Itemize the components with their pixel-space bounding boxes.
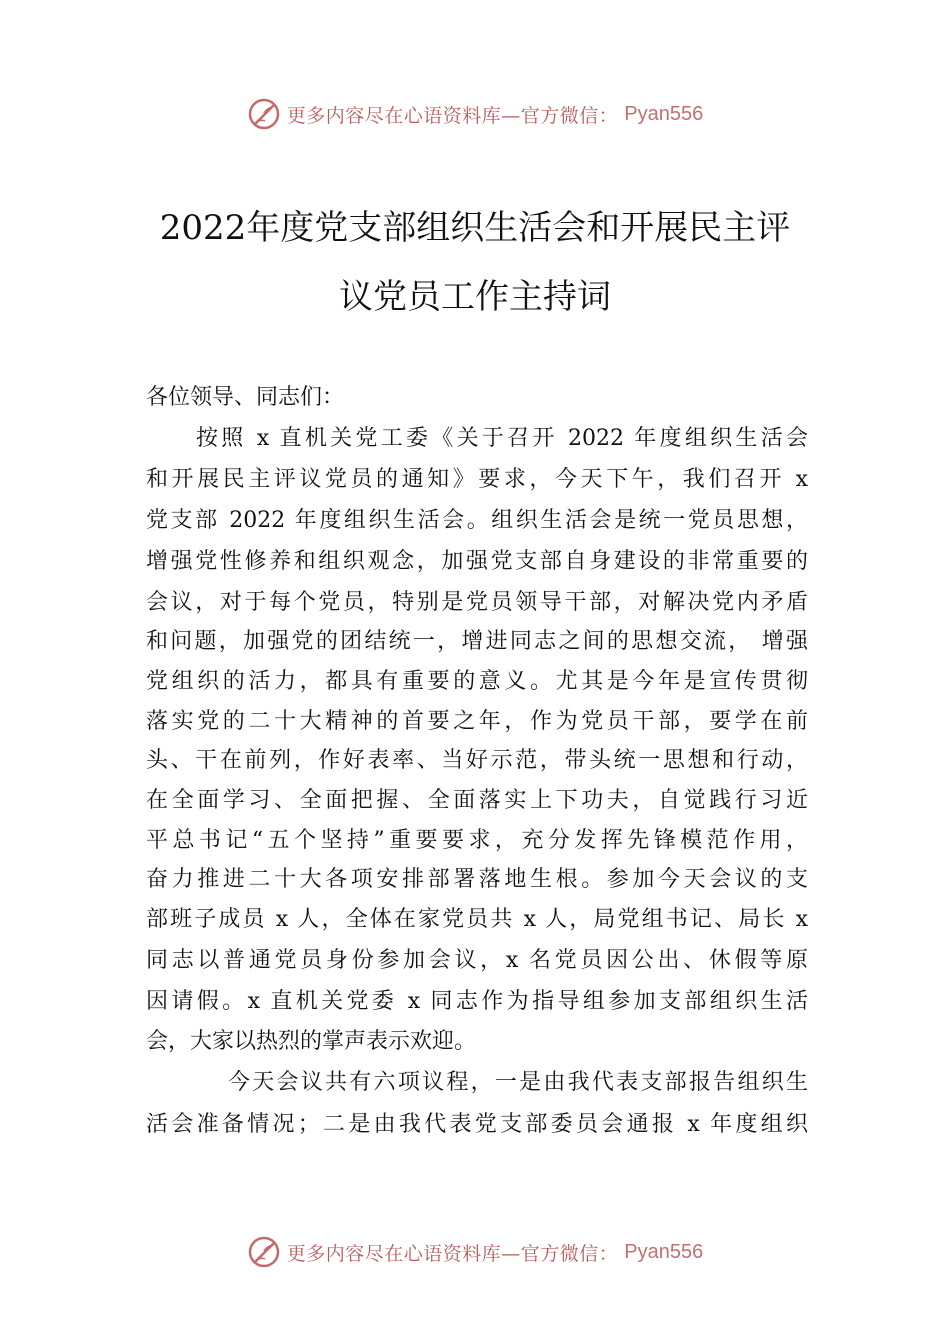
- body-line: 会，大家以热烈的掌声表示欢迎。: [146, 1029, 477, 1054]
- body-line: 同志以普通党员身份参加会议，x 名党员因公出、休假等原: [146, 948, 808, 973]
- body-line: 按照 x 直机关党工委《关于召开 2022 年度组织生活会: [196, 426, 808, 451]
- body-line: 和问题，加强党的团结统一，增进同志之间的思想交流， 增强: [146, 629, 808, 654]
- body-line: 头、干在前列，作好表率、当好示范，带头统一思想和行动，: [146, 748, 808, 773]
- body-line: 今天会议共有六项议程，一是由我代表支部报告组织生: [228, 1070, 808, 1095]
- quill-logo-icon: [247, 1235, 281, 1269]
- body-line: 在全面学习、全面把握、全面落实上下功夫，自觉践行习近: [146, 788, 808, 813]
- body-line: 党组织的活力，都具有重要的意义。尤其是今年是宣传贯彻: [146, 669, 808, 694]
- body-line: 奋力推进二十大各项安排部署落地生根。参加今天会议的支: [146, 867, 808, 892]
- watermark-header: [0, 94, 950, 134]
- body-line: 活会准备情况；二是由我代表党支部委员会通报 x 年度组织: [146, 1112, 808, 1137]
- body-line: 增强党性修养和组织观念，加强党支部自身建设的非常重要的: [146, 549, 808, 574]
- body-line: 因请假。x 直机关党委 x 同志作为指导组参加支部组织生活: [146, 989, 808, 1014]
- document-title-line-2: 议党员工作主持词: [339, 277, 611, 317]
- watermark-text: 更多内容尽在心语资料库—官方微信：: [286, 104, 619, 127]
- salutation: 各位领导、同志们：: [146, 385, 345, 410]
- watermark-account: Pyan556: [624, 102, 704, 125]
- body-line: 和开展民主评议党员的通知》要求，今天下午，我们召开 x: [146, 467, 808, 492]
- body-line: 会议，对于每个党员，特别是党员领导干部，对解决党内矛盾: [146, 590, 808, 615]
- watermark-footer: [0, 1232, 950, 1272]
- body-line: 部班子成员 x 人，全体在家党员共 x 人，局党组书记、局长 x: [146, 907, 808, 932]
- body-line: 党支部 2022 年度组织生活会。组织生活会是统一党员思想，: [146, 508, 808, 533]
- document-title-line-1: 2022年度党支部组织生活会和开展民主评: [159, 208, 791, 248]
- quill-logo-icon: [247, 97, 281, 131]
- watermark-account: Pyan556: [624, 1240, 704, 1263]
- body-line: 平总书记“五个坚持”重要要求，充分发挥先锋模范作用，: [146, 828, 808, 853]
- watermark-text: 更多内容尽在心语资料库—官方微信：: [286, 1242, 619, 1265]
- body-line: 落实党的二十大精神的首要之年，作为党员干部，要学在前: [146, 709, 808, 734]
